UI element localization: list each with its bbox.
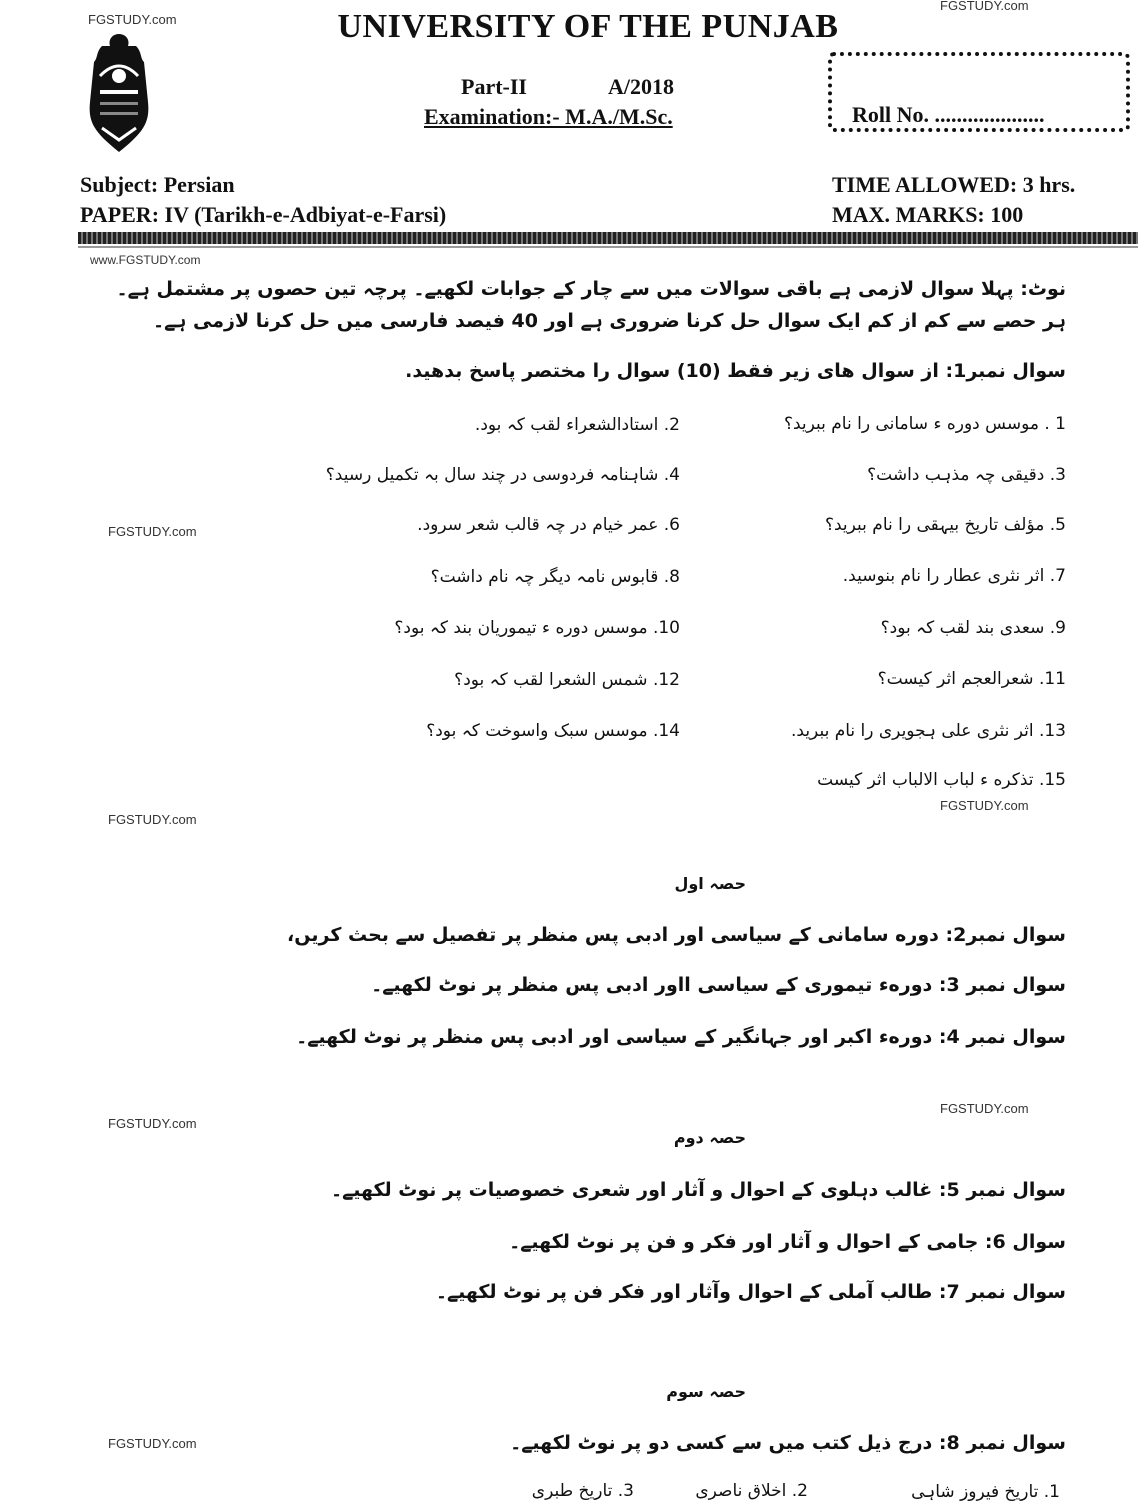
short-question: 5. مؤلف تاریخ بیہقی را نام ببرید؟ — [824, 515, 1066, 535]
section-title: حصہ سوم — [666, 1382, 746, 1401]
header-divider — [78, 246, 1138, 248]
short-question: 11. شعرالعجم اثر کیست؟ — [877, 669, 1066, 689]
instruction-line: نوٹ: پہلا سوال لازمی ہے باقی سوالات میں سے چار کے جوابات لکھیے۔ پرچہ تین حصوں پر مشتمل ہے۔ — [116, 278, 1066, 300]
long-question: سوال نمبر 8: درج ذیل کتب میں سے کسی دو پر نوٹ لکھیے۔ — [510, 1432, 1066, 1454]
short-question: 15. تذکره ء لباب الالباب اثر کیست — [817, 770, 1066, 790]
short-question: 3. دقیقی چہ مذہب داشت؟ — [867, 465, 1066, 485]
roll-number-field: Roll No. .................... — [852, 102, 1045, 127]
watermark: FGSTUDY.com — [88, 12, 177, 27]
long-question: سوال نمبر2: دوره سامانی کے سیاسی اور ادبی پس منظر پر تفصیل سے بحث کریں، — [287, 924, 1066, 946]
section-title: حصہ اول — [674, 874, 746, 893]
short-question: 12. شمس الشعرا لقب کہ بود؟ — [454, 670, 680, 690]
long-question: سوال 6: جامی کے احوال و آثار اور فکر و فن پر نوٹ لکھیے۔ — [509, 1231, 1066, 1253]
long-question: سوال نمبر 7: طالب آملی کے احوال وآثار اور فکر فن پر نوٹ لکھیے۔ — [435, 1281, 1066, 1303]
watermark: FGSTUDY.com — [940, 798, 1029, 813]
time-allowed-label: TIME ALLOWED: 3 hrs. — [832, 172, 1076, 197]
paper-label: PAPER: IV (Tarikh-e-Adbiyat-e-Farsi) — [80, 202, 447, 227]
short-question: 13. اثر نثری علی ہجویری را نام ببرید. — [791, 721, 1066, 741]
subject-label: Subject: Persian — [80, 172, 235, 197]
short-question: 7. اثر نثری عطار را نام بنوسید. — [842, 566, 1066, 586]
section-title: حصہ دوم — [673, 1128, 746, 1147]
short-question: 9. سعدی بند لقب کہ بود؟ — [880, 618, 1066, 638]
book-item: 1. تاریخ فیروز شاہی — [911, 1482, 1060, 1502]
watermark: FGSTUDY.com — [108, 524, 197, 539]
short-question: 10. موسس دوره ء تیموریان بند کہ بود؟ — [394, 618, 680, 638]
watermark: FGSTUDY.com — [108, 1436, 197, 1451]
watermark: FGSTUDY.com — [108, 1116, 197, 1131]
book-item: 3. تاریخ طبری — [531, 1481, 634, 1501]
short-question: 8. قابوس نامہ دیگر چہ نام داشت؟ — [430, 567, 680, 587]
short-question: 4. شاہنامہ فردوسی در چند سال بہ تکمیل رسید؟ — [325, 465, 680, 485]
university-crest-logo — [86, 32, 152, 154]
watermark: FGSTUDY.com — [108, 812, 197, 827]
question-1-heading: سوال نمبر1: از سوال های زیر فقط (10) سوال را مختصر پاسخ بدهید. — [405, 360, 1066, 382]
long-question: سوال نمبر 3: دورهء تیموری کے سیاسی ااور ادبی پس منظر پر نوٹ لکھیے۔ — [371, 974, 1066, 996]
university-title: UNIVERSITY OF THE PUNJAB — [337, 8, 839, 45]
watermark: www.FGSTUDY.com — [90, 253, 201, 267]
watermark: FGSTUDY.com — [940, 0, 1029, 13]
header-divider — [78, 232, 1138, 244]
long-question: سوال نمبر 4: دورهء اکبر اور جہانگیر کے سیاسی اور ادبی پس منظر پر نوٹ لکھیے۔ — [296, 1026, 1066, 1048]
max-marks-label: MAX. MARKS: 100 — [832, 202, 1024, 227]
short-question: 6. عمر خیام در چہ قالب شعر سرود. — [417, 515, 680, 535]
session-label: A/2018 — [608, 74, 674, 99]
book-item: 2. اخلاق ناصری — [695, 1481, 808, 1501]
part-label: Part-II — [461, 74, 527, 99]
examination-label: Examination:- M.A./M.Sc. — [424, 104, 673, 129]
short-question: 1 . موسس دوره ء سامانی را نام ببرید؟ — [783, 414, 1066, 434]
watermark: FGSTUDY.com — [940, 1101, 1029, 1116]
short-question: 14. موسس سبک واسوخت کہ بود؟ — [426, 721, 680, 741]
instruction-line: ہر حصے سے کم از کم ایک سوال حل کرنا ضروری ہے اور 40 فیصد فارسی میں حل کرنا لازمی ہے۔ — [153, 310, 1066, 332]
long-question: سوال نمبر 5: غالب دہلوی کے احوال و آثار اور شعری خصوصیات پر نوٹ لکھیے۔ — [330, 1179, 1066, 1201]
short-question: 2. استادالشعراء لقب کہ بود. — [474, 415, 680, 435]
